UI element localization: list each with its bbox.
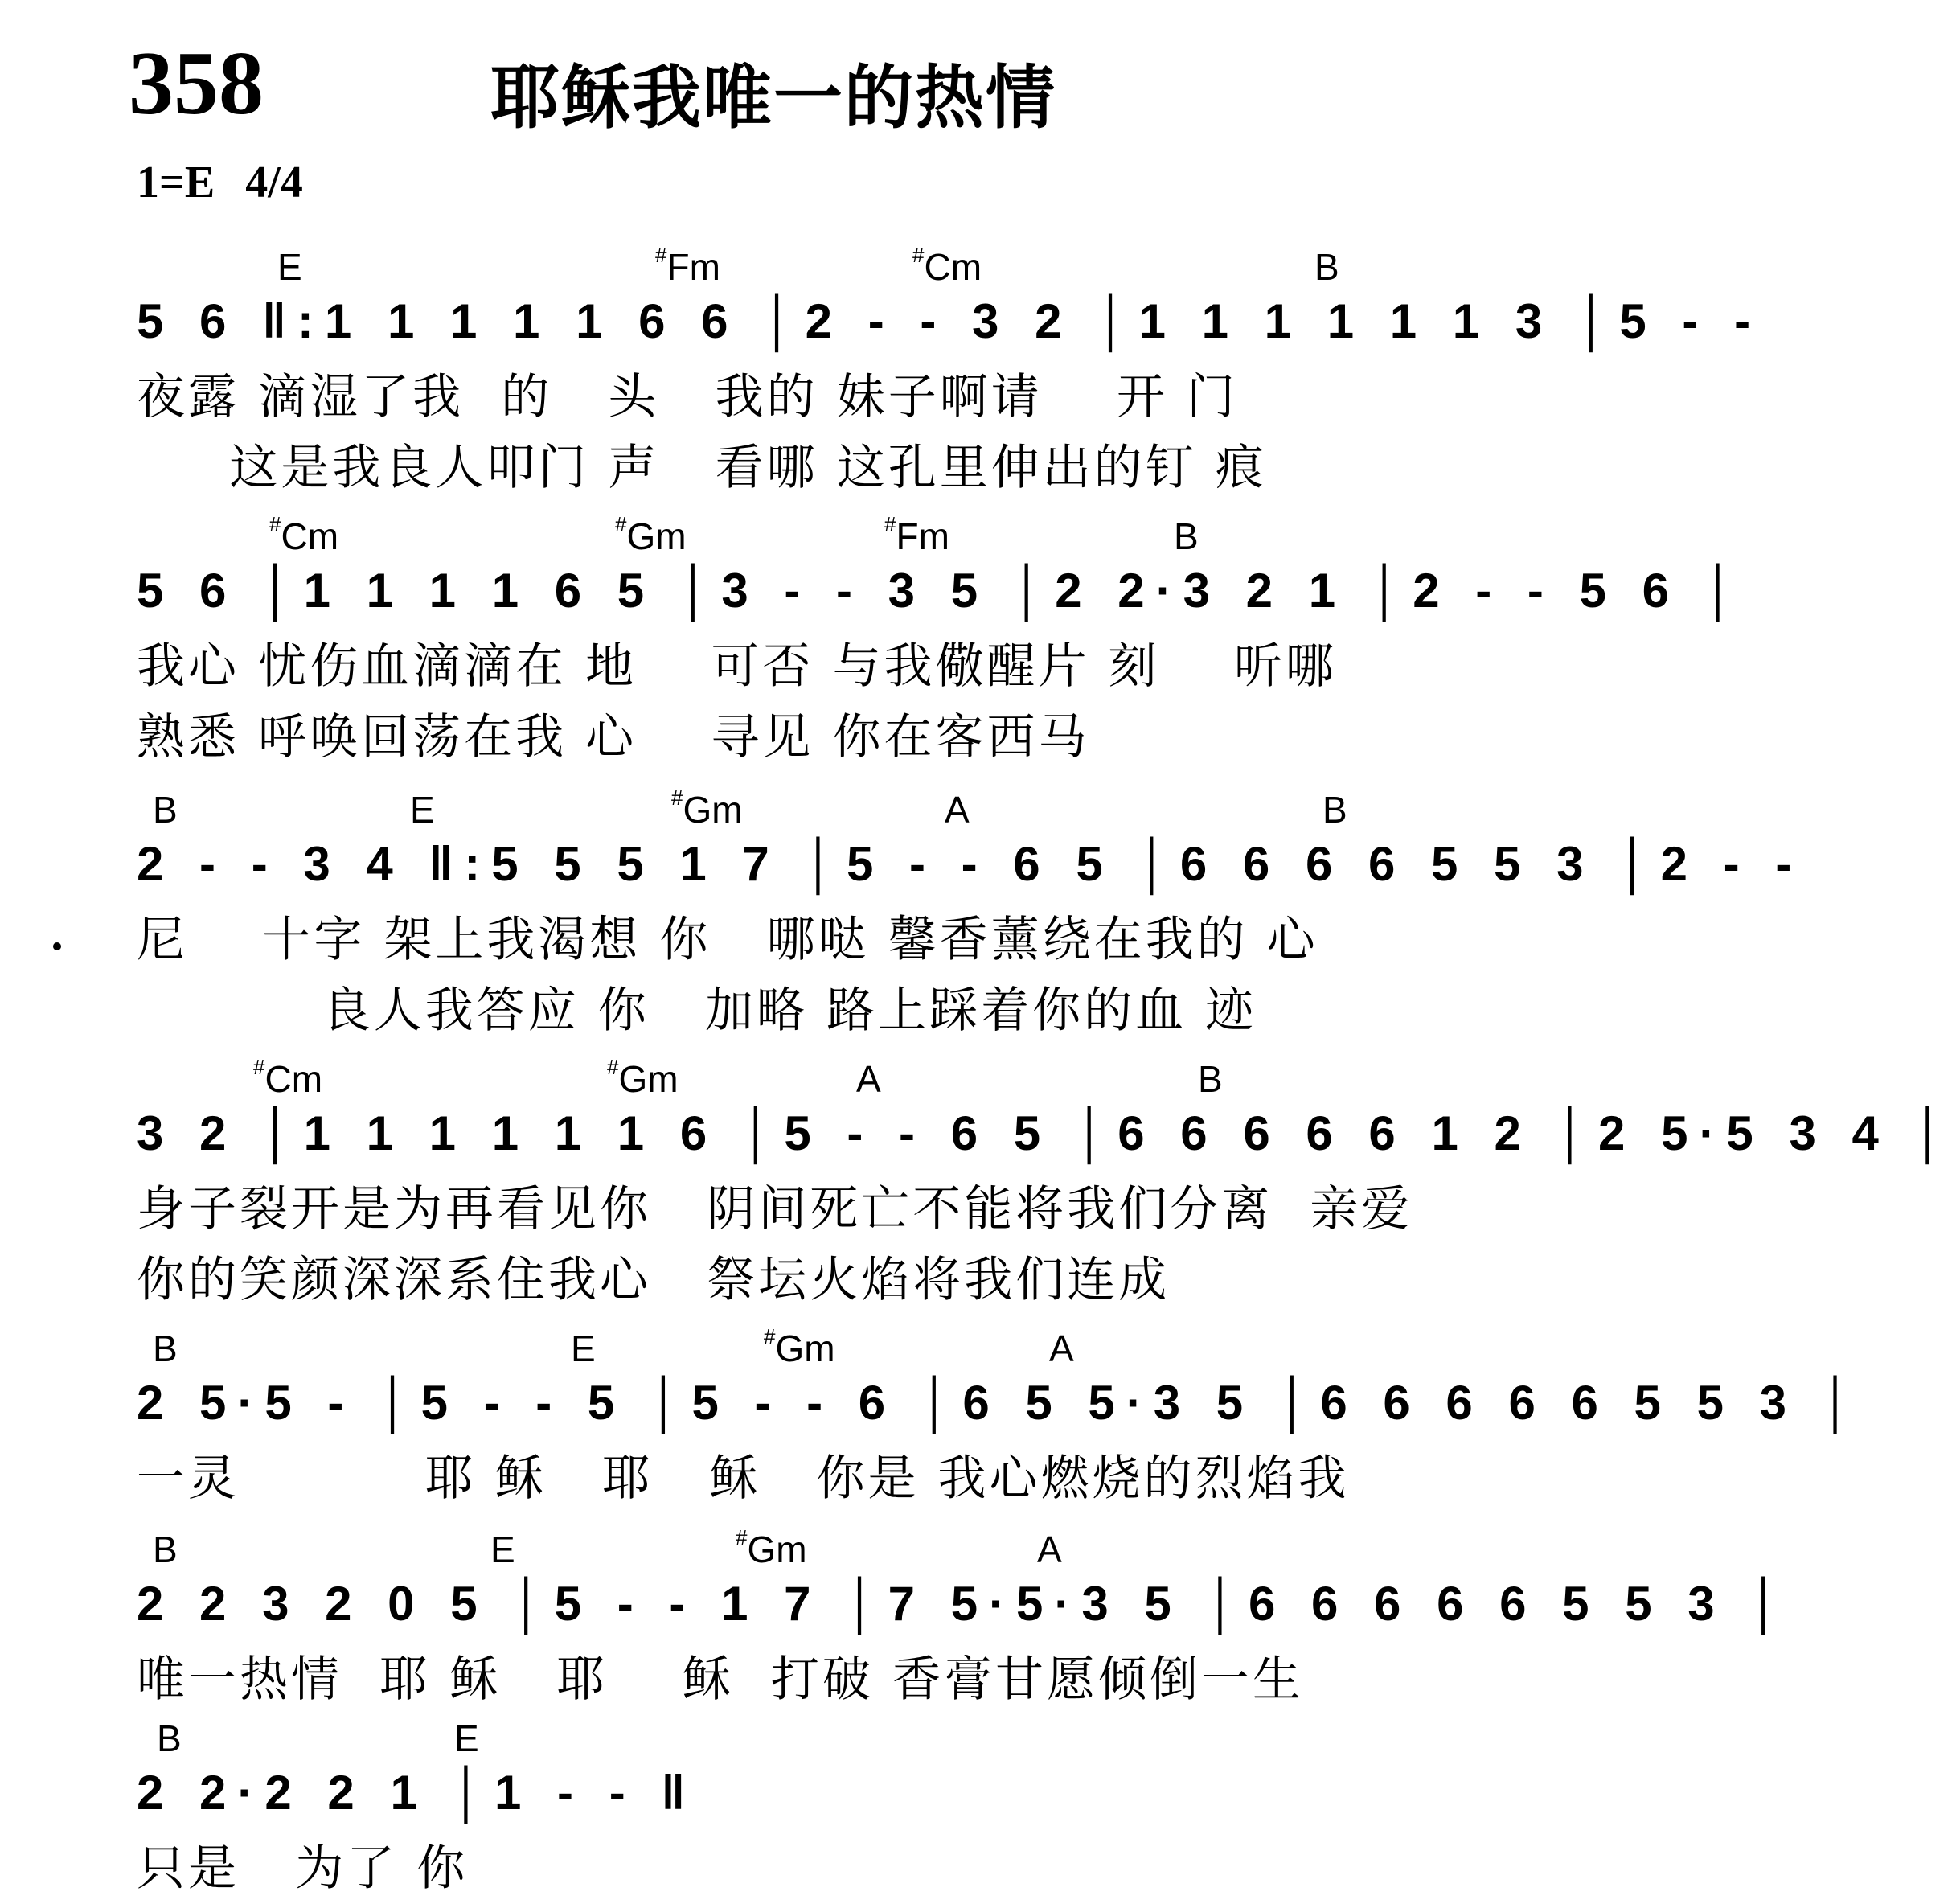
chord-symbol: B [1198,1058,1223,1100]
chord-symbol: #Cm [269,512,339,557]
chord-symbol: #Cm [253,1055,323,1100]
chord-symbol: B [1322,789,1347,831]
chord-symbol: B [153,1327,178,1369]
lyric-line-2: 这是我良人叩门 声 看哪 这孔里伸出的钉 痕 [137,440,1267,496]
stray-mark [53,942,61,950]
chord-symbol: E [571,1327,596,1369]
music-system [137,1037,1956,1315]
chord-symbol: B [1174,515,1199,557]
notation-line: 2 5·5 - │5 - - 5 │5 - - 6 │6 5 5·3 5 │6 6 6 6 6 5 5 3 │ [137,1376,1864,1430]
notation-line: 3 2 │1 1 1 1 1 1 6 │5 - - 6 5 │6 6 6 6 6 1 2 │2 5·5 3 4 │ [137,1106,1956,1160]
chord-symbol: B [153,789,178,831]
chord-symbol: A [945,789,970,831]
key-signature: 1=E 4/4 [137,158,303,207]
notation-line: 5 6 │1 1 1 1 6 5 │3 - - 3 5 │2 2·3 2 1 │2 - - 5 6 │ [137,564,1747,618]
chord-row [137,1697,1439,1761]
lyric-line-1: 夜露 滴湿了我 的 头 我的 妹子啊请 开 门 [137,369,1239,425]
chord-symbol: A [856,1058,881,1100]
music-system [137,494,1747,773]
chord-symbol: #Fm [884,512,949,557]
lyric-line-2: 良人我答应 你 加略 路上踩着你的血 迹 [137,983,1257,1039]
chord-symbol: #Fm [655,243,720,288]
chord-symbol: #Gm [736,1525,807,1570]
lyric-line-2: 你的笑颜深深系住我心 祭坛火焰将我们连成 [137,1252,1171,1308]
chord-symbol: E [490,1529,515,1570]
chord-row [137,1037,1439,1102]
lyric-line-1: 尼 十字 架上我渴想 你 哪哒 馨香薰绕在我的 心 [137,912,1318,968]
chord-row [137,494,1439,559]
chord-row [137,768,1439,832]
notation-line: 2 2 3 2 0 5 │5 - - 1 7 │7 5·5·3 5 │6 6 6 6 6 5 5 3 │ [137,1577,1792,1631]
chord-symbol: #Cm [912,243,982,288]
hymn-number: 358 [129,34,264,133]
chord-symbol: E [277,246,302,288]
music-system [137,1508,1792,1715]
chord-symbol: A [1037,1529,1062,1570]
lyric-line-1: 唯一热情 耶 稣 耶 稣 打破 香膏甘愿倾倒一生 [137,1652,1304,1708]
chord-row [137,225,1439,289]
chord-symbol: B [153,1529,178,1570]
chord-symbol: B [157,1717,182,1759]
lyric-line-1: 我心 忧伤血滴滴在 地 可否 与我儆醒片 刻 听哪 [137,638,1337,695]
lyric-line-2: 熟悉 呼唤回荡在我 心 寻见 你在客西马 [137,709,1090,765]
chord-symbol: #Gm [615,512,687,557]
chord-symbol: B [1314,246,1339,288]
lyric-line-1: 一灵 耶 稣 耶 稣 你是 我心燃烧的烈焰我 [137,1451,1350,1507]
music-system [137,1307,1864,1514]
notation-line: 2 2·2 2 1 │1 - - ‖ [137,1766,697,1820]
song-title: 耶稣我唯一的热情 [490,58,1056,138]
chord-symbol: #Gm [671,786,743,831]
chord-symbol: #Gm [607,1055,679,1100]
music-system [137,225,1762,503]
music-system [137,768,1803,1046]
chord-symbol: E [410,789,435,831]
chord-symbol: #Gm [764,1324,835,1369]
chord-row [137,1508,1439,1572]
lyric-line-1: 只是 为了 你 [137,1840,469,1897]
chord-row [137,1307,1439,1371]
notation-line: 2 - - 3 4 ‖:5 5 5 1 7 │5 - - 6 5 │6 6 6 6 5 5 3 │2 - - [137,837,1803,891]
chord-symbol: E [454,1717,479,1759]
notation-line: 5 6 ‖:1 1 1 1 1 6 6 │2 - - 3 2 │1 1 1 1 1 1 3 │5 - - [137,294,1762,348]
lyric-line-1: 身子裂开是为再看见你 阴间死亡不能将我们分离 亲爱 [137,1181,1413,1237]
chord-symbol: A [1049,1327,1074,1369]
music-system [137,1697,1439,1904]
